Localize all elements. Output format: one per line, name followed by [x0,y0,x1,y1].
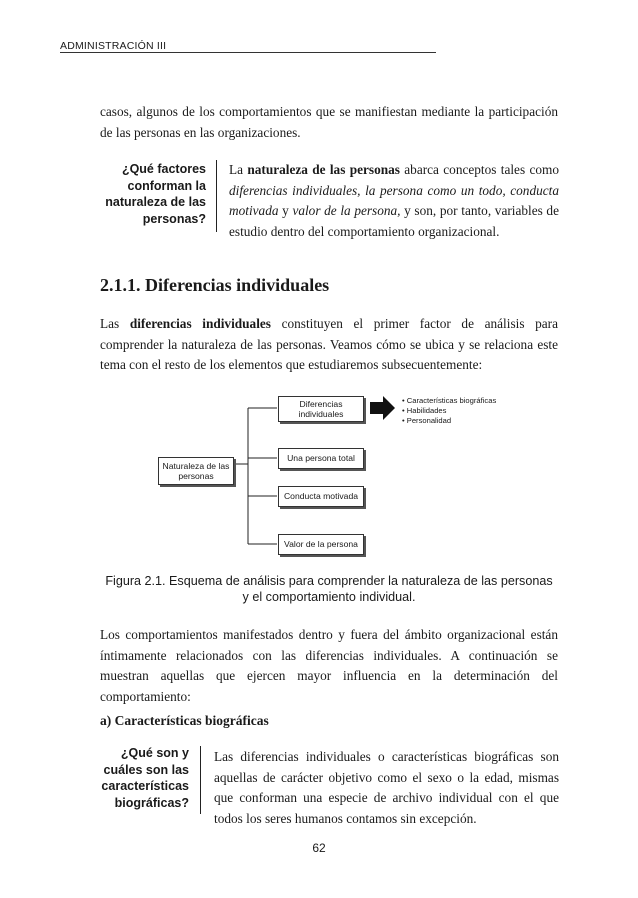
diagram-box-persona-total: Una persona total [278,448,364,469]
diagram-box-diferencias: Diferencias individuales [278,396,364,422]
diagram-box-conducta: Conducta motivada [278,486,364,507]
margin-question-1: ¿Qué factores conforman la naturaleza de las personas? [105,162,206,226]
intro-paragraph: casos, algunos de los comportamientos que se manifiestan mediante la participación de las personas en las organizaciones. [100,104,558,140]
diagram-box-valor: Valor de la persona [278,534,364,555]
header-rule [60,52,436,53]
arrow-icon [370,396,395,420]
bullet-item: • Habilidades [402,406,447,415]
bullet-item: • Personalidad [402,416,452,425]
aside-2-text: Las diferencias individuales o características biográficas son aquellas de carácter objetivo como el sexo o la edad, mismas que conforman una especie de archivo individual con el que todos los seres humanos contamos sin excepción. [214,749,559,826]
bullet-item: • Características biográficas [402,396,497,405]
subsection-title: a) Características biográficas [100,713,269,728]
margin-rule-1 [216,160,217,232]
paragraph-2: Los comportamientos manifestados dentro y fuera del ámbito organizacional están íntimamente relacionados con las diferencias individuales. A continuación se muestran aquellas que ejercen mayor influencia en la determinación del comportamiento: [100,627,558,704]
figure-caption: Figura 2.1. Esquema de análisis para comprender la naturaleza de las personas y el comportamiento individual. [105,574,553,604]
margin-rule-2 [200,746,201,814]
paragraph-1: Las diferencias individuales constituyen el primer factor de análisis para comprender la naturaleza de las personas. Veamos cómo se ubica y se relaciona este tema con el resto de los elementos que estudiaremos subsecuentemente: [100,316,558,372]
section-title: 2.1.1. Diferencias individuales [100,275,330,295]
margin-question-2: ¿Qué son y cuáles son las características biográficas? [101,746,189,810]
page-number: 62 [312,841,326,855]
running-header: ADMINISTRACIÓN III [60,40,167,52]
aside-1-text: La naturaleza de las personas abarca conceptos tales como diferencias individuales, la persona como un todo, conducta motivada y valor de la persona, y son, por tanto, variables de estudio dentro del comportamiento organizacional. [229,162,560,239]
diagram-bullet-list [402,396,496,426]
diagram-root-box: Naturaleza de las personas [158,457,234,485]
